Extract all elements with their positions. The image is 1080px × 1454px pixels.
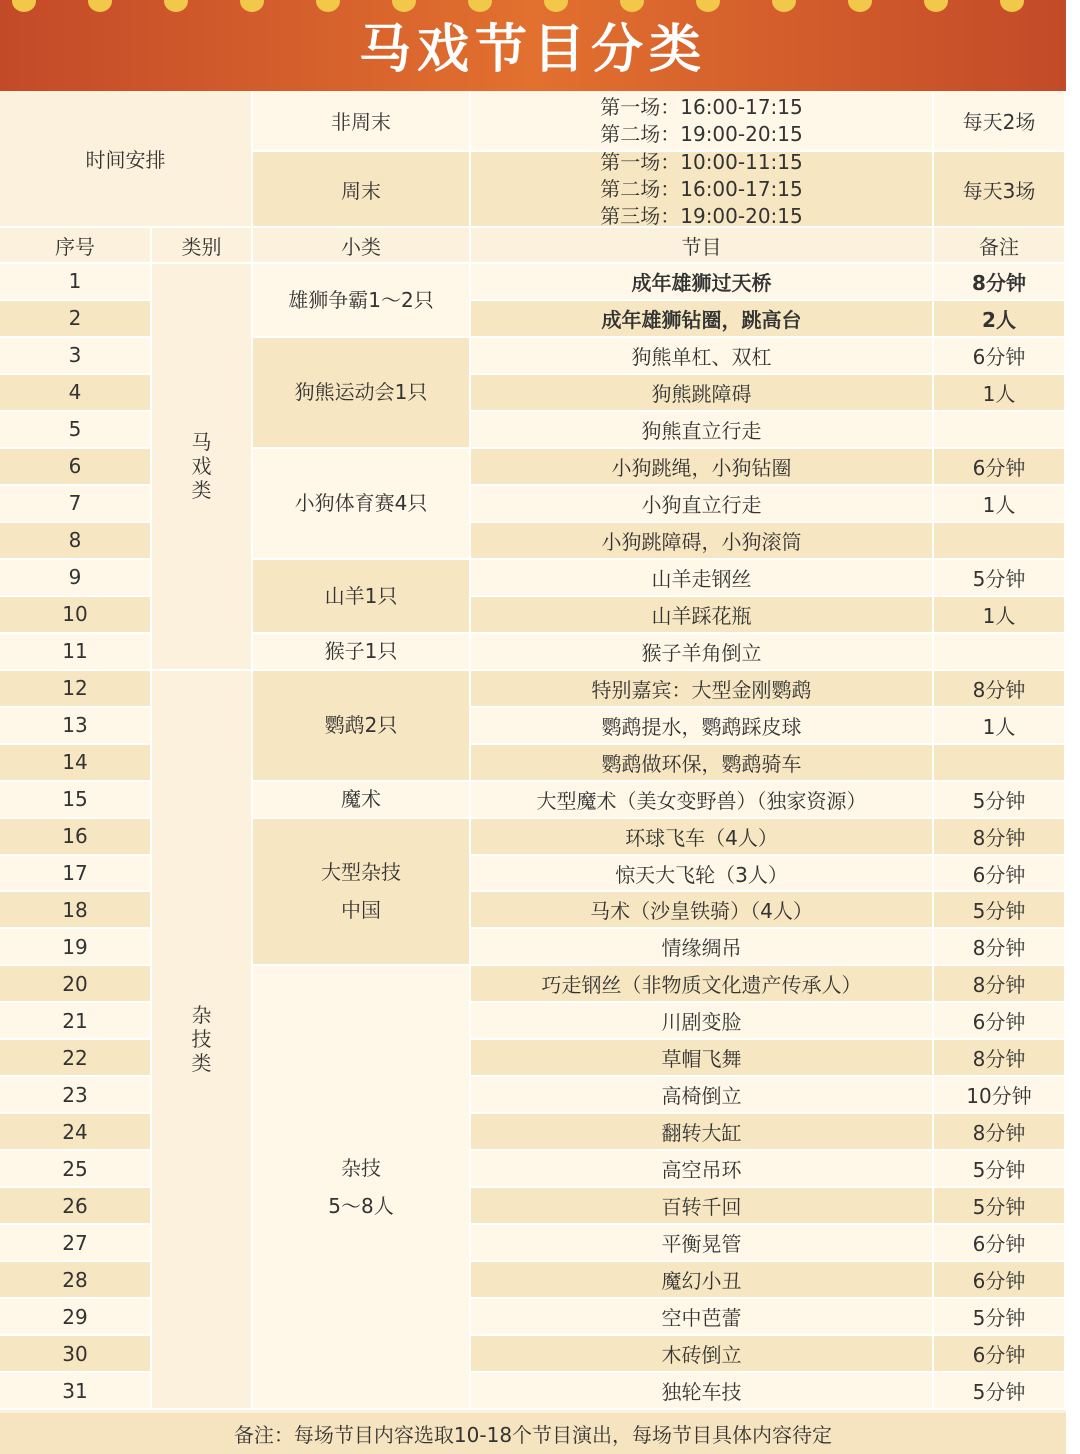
program-name: 狗熊直立行走 bbox=[471, 412, 934, 449]
row-number: 12 bbox=[0, 671, 152, 708]
subcategory-line: 杂技 bbox=[341, 1156, 381, 1181]
program-name: 百转千回 bbox=[471, 1188, 934, 1225]
program-remark bbox=[934, 412, 1066, 449]
subcategory-cell bbox=[253, 966, 471, 1410]
banner-dot bbox=[88, 0, 112, 12]
program-name: 高椅倒立 bbox=[471, 1077, 934, 1114]
banner-dot bbox=[392, 0, 416, 12]
program-remark bbox=[934, 523, 1066, 560]
program-name: 环球飞车（4人） bbox=[471, 819, 934, 856]
weekday-shows bbox=[471, 91, 934, 152]
program-remark: 8分钟 bbox=[934, 819, 1066, 856]
subcategory-cell bbox=[253, 264, 471, 338]
banner-dot bbox=[1000, 0, 1024, 12]
schedule-label: 时间安排 bbox=[0, 91, 253, 228]
row-number: 22 bbox=[0, 1040, 152, 1077]
program-remark: 8分钟 bbox=[934, 671, 1066, 708]
subcategory-line: 5～8人 bbox=[328, 1194, 394, 1219]
program-name: 草帽飞舞 bbox=[471, 1040, 934, 1077]
program-remark: 1人 bbox=[934, 708, 1066, 745]
banner-dot bbox=[696, 0, 720, 12]
subcategory-line: 山羊1只 bbox=[324, 583, 398, 608]
category-cell bbox=[152, 264, 253, 671]
footer-note: 备注：每场节目内容选取10-18个节目演出，每场节目具体内容待定 bbox=[0, 1413, 1066, 1454]
program-remark: 8分钟 bbox=[934, 966, 1066, 1003]
banner-dot bbox=[240, 0, 264, 12]
program-name: 鹦鹉做环保，鹦鹉骑车 bbox=[471, 745, 934, 782]
program-remark: 5分钟 bbox=[934, 1299, 1066, 1336]
category-char: 类 bbox=[191, 1051, 212, 1076]
subcategory-line: 中国 bbox=[341, 898, 381, 923]
subcategory-line: 魔术 bbox=[341, 787, 381, 812]
weekday-note: 每天2场 bbox=[934, 91, 1066, 152]
category-char: 戏 bbox=[191, 454, 212, 479]
subcategory-line: 狗熊运动会1只 bbox=[294, 380, 428, 405]
category-char: 类 bbox=[191, 478, 212, 503]
header-program: 节目 bbox=[471, 228, 934, 264]
program-name: 小狗直立行走 bbox=[471, 486, 934, 523]
row-number: 16 bbox=[0, 819, 152, 856]
weekend-shows bbox=[471, 149, 934, 228]
row-number: 1 bbox=[0, 264, 152, 301]
row-number: 17 bbox=[0, 856, 152, 893]
program-name: 川剧变脸 bbox=[471, 1003, 934, 1040]
program-table bbox=[0, 91, 1066, 1413]
program-name: 平衡晃管 bbox=[471, 1225, 934, 1262]
banner-dot bbox=[772, 0, 796, 12]
program-remark: 5分钟 bbox=[934, 892, 1066, 929]
header-subcategory: 小类 bbox=[253, 228, 471, 264]
header-remark: 备注 bbox=[934, 228, 1066, 264]
subcategory-cell bbox=[253, 671, 471, 782]
program-name: 小狗跳障碍，小狗滚筒 bbox=[471, 523, 934, 560]
subcategory-cell bbox=[253, 338, 471, 449]
banner-dot bbox=[620, 0, 644, 12]
program-remark: 10分钟 bbox=[934, 1077, 1066, 1114]
banner-dot bbox=[848, 0, 872, 12]
banner-dot bbox=[924, 0, 948, 12]
row-number: 19 bbox=[0, 929, 152, 966]
program-remark: 8分钟 bbox=[934, 1040, 1066, 1077]
program-name: 特别嘉宾：大型金刚鹦鹉 bbox=[471, 671, 934, 708]
program-remark: 6分钟 bbox=[934, 1336, 1066, 1373]
program-name: 惊天大飞轮（3人） bbox=[471, 856, 934, 893]
program-remark: 2人 bbox=[934, 301, 1066, 338]
program-name: 魔幻小丑 bbox=[471, 1262, 934, 1299]
program-remark: 6分钟 bbox=[934, 338, 1066, 375]
weekend-show-3: 第三场：19:00-20:15 bbox=[600, 203, 803, 228]
subcategory-cell bbox=[253, 449, 471, 560]
program-remark: 8分钟 bbox=[934, 929, 1066, 966]
weekday-show-1: 第一场：16:00-17:15 bbox=[600, 94, 803, 119]
program-remark: 1人 bbox=[934, 486, 1066, 523]
program-remark: 5分钟 bbox=[934, 1373, 1066, 1410]
program-name: 独轮车技 bbox=[471, 1373, 934, 1410]
subcategory-line: 大型杂技 bbox=[321, 860, 401, 885]
program-name: 巧走钢丝（非物质文化遗产传承人） bbox=[471, 966, 934, 1003]
row-number: 24 bbox=[0, 1114, 152, 1151]
subcategory-line: 小狗体育赛4只 bbox=[294, 491, 428, 516]
row-number: 9 bbox=[0, 560, 152, 597]
row-number: 18 bbox=[0, 892, 152, 929]
subcategory-line: 雄狮争霸1～2只 bbox=[288, 287, 434, 312]
program-remark: 8分钟 bbox=[934, 1114, 1066, 1151]
category-char: 技 bbox=[191, 1027, 212, 1052]
row-number: 2 bbox=[0, 301, 152, 338]
banner-dot bbox=[544, 0, 568, 12]
program-remark: 6分钟 bbox=[934, 449, 1066, 486]
subcategory-cell bbox=[253, 560, 471, 634]
weekend-name: 周末 bbox=[253, 152, 471, 228]
subcategory-cell bbox=[253, 634, 471, 671]
program-name: 情缘绸吊 bbox=[471, 929, 934, 966]
row-number: 21 bbox=[0, 1003, 152, 1040]
row-number: 6 bbox=[0, 449, 152, 486]
banner-dot bbox=[164, 0, 188, 12]
program-name: 高空吊环 bbox=[471, 1151, 934, 1188]
subcategory-line: 猴子1只 bbox=[324, 639, 398, 664]
banner-dots bbox=[0, 0, 1066, 14]
row-number: 14 bbox=[0, 745, 152, 782]
program-name: 猴子羊角倒立 bbox=[471, 634, 934, 671]
program-remark: 8分钟 bbox=[934, 264, 1066, 301]
program-name: 空中芭蕾 bbox=[471, 1299, 934, 1336]
category-cell bbox=[152, 671, 253, 1410]
program-name: 成年雄狮钻圈，跳高台 bbox=[471, 301, 934, 338]
program-remark: 6分钟 bbox=[934, 1003, 1066, 1040]
row-number: 31 bbox=[0, 1373, 152, 1410]
banner-dot bbox=[468, 0, 492, 12]
row-number: 8 bbox=[0, 523, 152, 560]
weekday-show-2: 第二场：19:00-20:15 bbox=[600, 121, 803, 146]
weekend-show-2: 第二场：16:00-17:15 bbox=[600, 176, 803, 201]
row-number: 29 bbox=[0, 1299, 152, 1336]
row-number: 3 bbox=[0, 338, 152, 375]
program-name: 成年雄狮过天桥 bbox=[471, 264, 934, 301]
program-remark: 5分钟 bbox=[934, 560, 1066, 597]
program-remark: 6分钟 bbox=[934, 1262, 1066, 1299]
header-no: 序号 bbox=[0, 228, 152, 264]
row-number: 27 bbox=[0, 1225, 152, 1262]
program-name: 小狗跳绳，小狗钻圈 bbox=[471, 449, 934, 486]
program-remark: 1人 bbox=[934, 597, 1066, 634]
program-name: 狗熊单杠、双杠 bbox=[471, 338, 934, 375]
category-char: 杂 bbox=[191, 1003, 212, 1028]
program-remark: 6分钟 bbox=[934, 856, 1066, 893]
program-name: 狗熊跳障碍 bbox=[471, 375, 934, 412]
row-number: 20 bbox=[0, 966, 152, 1003]
title-banner bbox=[0, 0, 1066, 91]
program-name: 鹦鹉提水，鹦鹉踩皮球 bbox=[471, 708, 934, 745]
row-number: 13 bbox=[0, 708, 152, 745]
row-number: 4 bbox=[0, 375, 152, 412]
row-number: 23 bbox=[0, 1077, 152, 1114]
row-number: 30 bbox=[0, 1336, 152, 1373]
program-remark: 5分钟 bbox=[934, 1151, 1066, 1188]
program-name: 山羊踩花瓶 bbox=[471, 597, 934, 634]
weekend-note: 每天3场 bbox=[934, 152, 1066, 228]
banner-dot bbox=[12, 0, 36, 12]
program-remark bbox=[934, 745, 1066, 782]
program-remark: 5分钟 bbox=[934, 1188, 1066, 1225]
row-number: 5 bbox=[0, 412, 152, 449]
program-remark: 6分钟 bbox=[934, 1225, 1066, 1262]
row-number: 15 bbox=[0, 782, 152, 819]
subcategory-cell bbox=[253, 819, 471, 967]
program-name: 山羊走钢丝 bbox=[471, 560, 934, 597]
header-category: 类别 bbox=[152, 228, 253, 264]
row-number: 26 bbox=[0, 1188, 152, 1225]
program-name: 翻转大缸 bbox=[471, 1114, 934, 1151]
page-title: 马戏节目分类 bbox=[358, 20, 707, 80]
category-char: 马 bbox=[191, 430, 212, 455]
program-remark: 1人 bbox=[934, 375, 1066, 412]
program-remark: 5分钟 bbox=[934, 782, 1066, 819]
weekend-show-1: 第一场：10:00-11:15 bbox=[600, 149, 803, 174]
row-number: 28 bbox=[0, 1262, 152, 1299]
weekday-name: 非周末 bbox=[253, 91, 471, 152]
row-number: 25 bbox=[0, 1151, 152, 1188]
program-name: 木砖倒立 bbox=[471, 1336, 934, 1373]
row-number: 10 bbox=[0, 597, 152, 634]
program-name: 马术（沙皇铁骑）（4人） bbox=[471, 892, 934, 929]
row-number: 7 bbox=[0, 486, 152, 523]
program-name: 大型魔术（美女变野兽）（独家资源） bbox=[471, 782, 934, 819]
subcategory-cell bbox=[253, 782, 471, 819]
banner-dot bbox=[316, 0, 340, 12]
subcategory-line: 鹦鹉2只 bbox=[324, 713, 398, 738]
program-remark bbox=[934, 634, 1066, 671]
row-number: 11 bbox=[0, 634, 152, 671]
